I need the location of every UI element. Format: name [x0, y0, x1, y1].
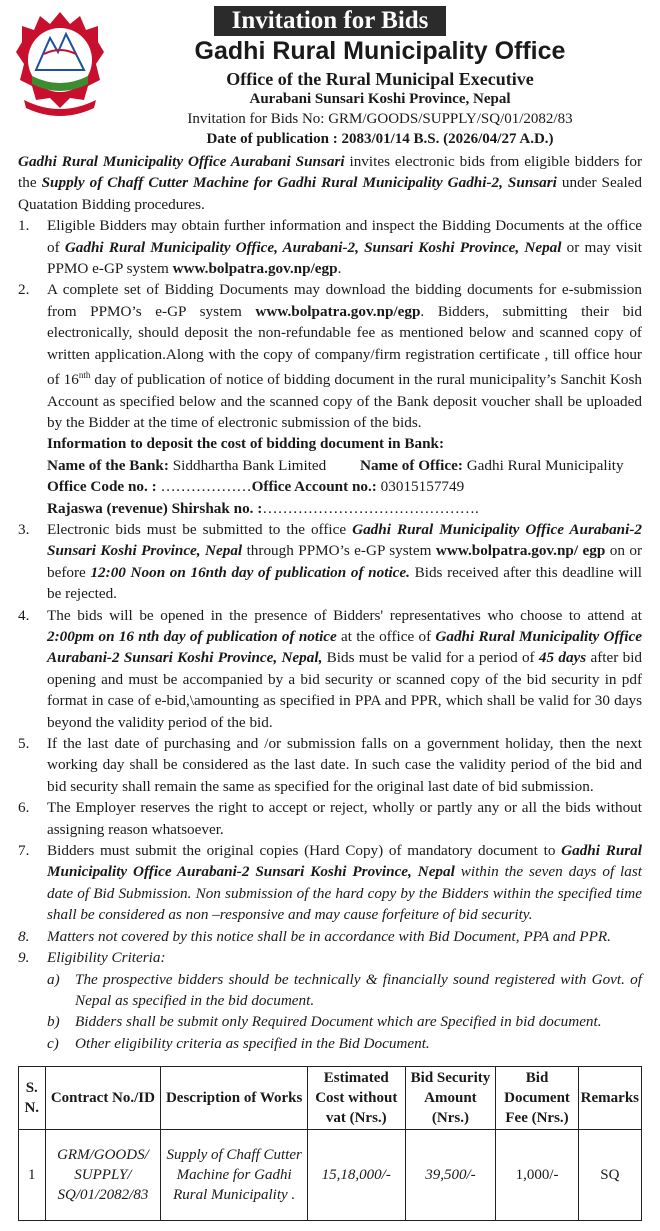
publication-date: Date of publication : 2083/01/14 B.S. (2026/04/27 A.D.) — [206, 131, 554, 147]
list-item: 6. The Employer reserves the right to accept or reject, wholly or partly any or all the bids without assigning reason whatsoever. — [18, 799, 642, 838]
list-item: 8. Matters not covered by this notice shall be in accordance with Bid Document, PPA and PPR. — [18, 927, 611, 945]
header-security: Bid Security Amount (Nrs.) — [405, 1067, 496, 1130]
sub-item: b) Bidders shall be submit only Required Document which are Specified in bid document. — [47, 1013, 602, 1031]
cell-remarks: SQ — [578, 1130, 641, 1221]
office-title: Gadhi Rural Municipality Office — [194, 37, 566, 65]
list-item: 1. Eligible Bidders may obtain further information and inspect the Bidding Documents at the office of Gadhi Rural Municipality Office, Aurabani-2, Sunsari Koshi Province, Nepal or may visit PPMO e-GP system www.bolpatra.gov.np/egp. — [18, 217, 642, 278]
header-description: Description of Works — [161, 1067, 308, 1130]
sub-item: c) Other eligibility criteria as specified in the Bid Document. — [47, 1034, 430, 1052]
office-address: Aurabani Sunsari Koshi Province, Nepal — [249, 91, 511, 107]
banner-title: Invitation for Bids — [214, 6, 446, 36]
nepal-coat-of-arms-icon — [14, 8, 106, 118]
cell-fee: 1,000/- — [496, 1130, 578, 1221]
cell-contract: GRM/GOODS/ SUPPLY/ SQ/01/2082/83 — [45, 1130, 161, 1221]
list-item: 2. A complete set of Bidding Documents may download the bidding documents for e-submission from PPMO’s e-GP system www.bolpatra.gov.np/egp. Bidders, submitting their bid electronically, should deposit the non-refundable fee as mentioned below and scanned copy of written application.Along with the copy of company/firm registration certificate , till office hour of $16^{nth}$ day of publication of notice of bidding document in the rural municipality’s Sanchit Kosh Account as specified below and the scanned copy of the Bank deposit voucher shall be uploaded by the Bidder at the time of electronic submission of the bids. — [18, 281, 643, 431]
ifb-reference: Invitation for Bids No: GRM/GOODS/SUPPLY/SQ/01/2082/83 — [187, 111, 573, 127]
header-remarks: Remarks — [578, 1067, 641, 1130]
list-item: 7. Bidders must submit the original copies (Hard Copy) of mandatory document to Gadhi Rural Municipality Office Aurabani-2 Sunsari Koshi Province, Nepal within the seven days of last date of Bid Submission. Non submission of the hard copy by the Bidders within the specified time shall be considered as non –responsive and may cause forfeiture of bid security. — [18, 842, 642, 924]
intro-paragraph: Gadhi Rural Municipality Office Aurabani Sunsari invites electronic bids from eligible bidders for the Supply of Chaff Cutter Machine for Gadhi Rural Municipality Gadhi-2, Sunsari under Sealed Quatation Bidding procedures. — [18, 153, 643, 213]
header-contract: Contract No./ID — [45, 1067, 161, 1130]
list-item: 3. Electronic bids must be submitted to the office Gadhi Rural Municipality Office Aurabani-2 Sunsari Koshi Province, Nepal through PPMO’s e-GP system www.bolpatra.gov.np/ egp on or before 12:00 Noon on 16nth day of publication of notice. Bids received after this deadline will be rejected. — [18, 520, 643, 603]
egp-link[interactable]: www.bolpatra.gov.np/egp — [255, 302, 421, 320]
list-item: 5. If the last date of purchasing and /or submission falls on a government holiday, then the next working day shall be considered as the last date. In such case the validity period of the bid and bid security shall remain the same as specified for the original last date of bid submission. — [18, 735, 642, 795]
table-row — [19, 1130, 642, 1221]
bank-info: Information to deposit the cost of bidding document in Bank: Name of the Bank: Siddhartha Bank Limited Name of Office: Gadhi Rural Municipality Office Code no. : ………………Office Account no.: 03015157749 Rajaswa (revenue) Shirshak no. :……………………………………. — [47, 435, 624, 517]
executive-title: Office of the Rural Municipal Executive — [226, 69, 534, 89]
bid-table — [18, 1066, 642, 1221]
header-estimate: Estimated Cost without vat (Nrs.) — [308, 1067, 405, 1130]
cell-sn: 1 — [19, 1130, 46, 1221]
header-fee: Bid Document Fee (Nrs.) — [496, 1067, 578, 1130]
egp-link[interactable]: www.bolpatra.gov.np/ egp — [435, 542, 606, 560]
notice-body — [18, 151, 642, 1054]
cell-description: Supply of Chaff Cutter Machine for Gadhi Rural Municipality . — [161, 1130, 308, 1221]
cell-security: 39,500/- — [405, 1130, 496, 1221]
list-item: 9. Eligibility Criteria: — [18, 949, 166, 967]
list-item: 4. The bids will be opened in the presence of Bidders' representatives who choose to attend at 2:00pm on 16 nth day of publication of notice at the office of Gadhi Rural Municipality Office Aurabani-2 Sunsari Koshi Province, Nepal, Bids must be valid for a period of 45 days after bid opening and must be accompanied by a bid security or scanned copy of the bid security in pdf format in case of e-bid,\amounting as specified in PPA and PPR, which shall be valid for 30 days beyond the validity period of the bid. — [18, 606, 643, 731]
cell-estimate: 15,18,000/- — [308, 1130, 405, 1221]
sub-item: a) The prospective bidders should be technically & financially sound registered with Govt. of Nepal as specified in the bid document. — [47, 970, 642, 1009]
egp-link[interactable]: www.bolpatra.gov.np/egp — [172, 260, 338, 278]
table-header-row — [19, 1067, 642, 1130]
header-sn: S. N. — [19, 1067, 46, 1130]
